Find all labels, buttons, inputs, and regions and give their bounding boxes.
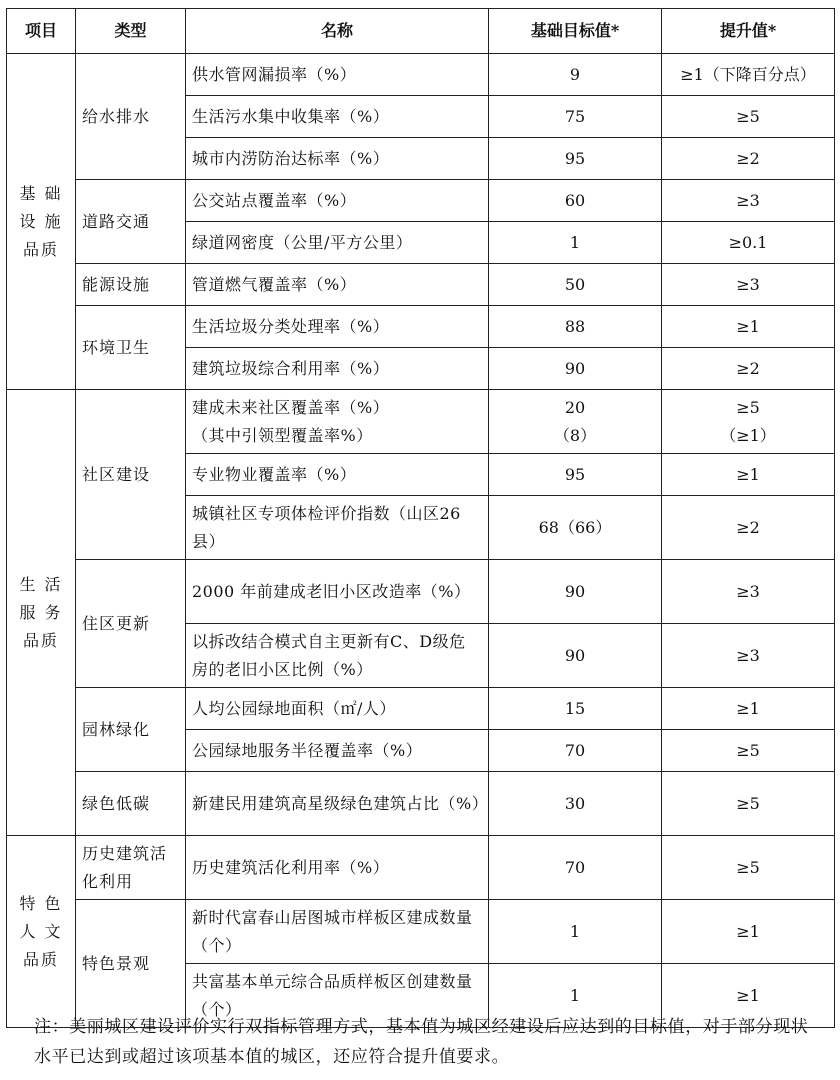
raise-value-cell: ≥2 xyxy=(662,138,835,180)
table-row xyxy=(7,688,835,730)
base-value-cell: 75 xyxy=(489,96,662,138)
base-value-cell: 95 xyxy=(489,138,662,180)
table-header-row xyxy=(7,9,835,54)
base-value-cell: 9 xyxy=(489,54,662,96)
table-row xyxy=(7,836,835,900)
table-body xyxy=(7,54,835,1028)
table-row xyxy=(7,900,835,964)
name-cell: 生活垃圾分类处理率（%） xyxy=(186,306,489,348)
type-cell: 环境卫生 xyxy=(76,306,186,390)
name-cell: 2000 年前建成老旧小区改造率（%） xyxy=(186,560,489,624)
table-row xyxy=(7,180,835,222)
table-row xyxy=(7,264,835,306)
type-cell: 住区更新 xyxy=(76,560,186,688)
table-row xyxy=(7,306,835,348)
type-cell: 社区建设 xyxy=(76,390,186,560)
footnote: 注：美丽城区建设评价实行双指标管理方式，基本值为城区经建设后应达到的目标值，对于部分现状水平已达到或超过该项基本值的城区，还应符合提升值要求。 xyxy=(34,1017,809,1067)
header-raise-value: 提升值* xyxy=(662,9,835,54)
header-name: 名称 xyxy=(186,9,489,54)
base-value-cell: 60 xyxy=(489,180,662,222)
raise-value-cell: ≥5 xyxy=(662,836,835,900)
table-row xyxy=(7,772,835,836)
name-cell: 供水管网漏损率（%） xyxy=(186,54,489,96)
base-value-cell: 1 xyxy=(489,900,662,964)
type-cell: 绿色低碳 xyxy=(76,772,186,836)
name-cell: 建筑垃圾综合利用率（%） xyxy=(186,348,489,390)
table-row xyxy=(7,390,835,454)
raise-value-cell: ≥1 xyxy=(662,688,835,730)
base-value-cell: 68（66） xyxy=(489,496,662,560)
raise-value-cell: ≥0.1 xyxy=(662,222,835,264)
base-value-cell: 88 xyxy=(489,306,662,348)
base-value-cell: 70 xyxy=(489,836,662,900)
raise-value-cell: ≥5 （≥1） xyxy=(662,390,835,454)
raise-value-cell: ≥1 xyxy=(662,900,835,964)
base-value-cell: 90 xyxy=(489,348,662,390)
name-cell: 新时代富春山居图城市样板区建成数量（个） xyxy=(186,900,489,964)
type-cell: 道路交通 xyxy=(76,180,186,264)
name-cell: 专业物业覆盖率（%） xyxy=(186,454,489,496)
type-cell: 能源设施 xyxy=(76,264,186,306)
type-cell: 园林绿化 xyxy=(76,688,186,772)
raise-value-cell: ≥3 xyxy=(662,624,835,688)
base-value-cell: 70 xyxy=(489,730,662,772)
raise-value-cell: ≥1（下降百分点） xyxy=(662,54,835,96)
name-cell: 新建民用建筑高星级绿色建筑占比（%） xyxy=(186,772,489,836)
project-cell: 基 础 设 施 品质 xyxy=(7,54,76,390)
base-value-cell: 20 （8） xyxy=(489,390,662,454)
raise-value-cell: ≥3 xyxy=(662,264,835,306)
name-cell: 历史建筑活化利用率（%） xyxy=(186,836,489,900)
base-value-cell: 50 xyxy=(489,264,662,306)
name-cell: 管道燃气覆盖率（%） xyxy=(186,264,489,306)
indicator-table xyxy=(6,8,835,1028)
raise-value-cell: ≥5 xyxy=(662,96,835,138)
raise-value-cell: ≥1 xyxy=(662,964,835,1028)
table-row xyxy=(7,54,835,96)
name-cell: 以拆改结合模式自主更新有C、D级危房的老旧小区比例（%） xyxy=(186,624,489,688)
raise-value-cell: ≥2 xyxy=(662,496,835,560)
header-type: 类型 xyxy=(76,9,186,54)
base-value-cell: 1 xyxy=(489,222,662,264)
header-base-value: 基础目标值* xyxy=(489,9,662,54)
name-cell: 城市内涝防治达标率（%） xyxy=(186,138,489,180)
type-cell: 给水排水 xyxy=(76,54,186,180)
raise-value-cell: ≥1 xyxy=(662,454,835,496)
raise-value-cell: ≥5 xyxy=(662,730,835,772)
raise-value-cell: ≥3 xyxy=(662,560,835,624)
name-cell: 绿道网密度（公里/平方公里） xyxy=(186,222,489,264)
name-cell: 生活污水集中收集率（%） xyxy=(186,96,489,138)
name-cell: 城镇社区专项体检评价指数（山区26县） xyxy=(186,496,489,560)
base-value-cell: 15 xyxy=(489,688,662,730)
base-value-cell: 1 xyxy=(489,964,662,1028)
base-value-cell: 90 xyxy=(489,624,662,688)
name-cell: 公园绿地服务半径覆盖率（%） xyxy=(186,730,489,772)
name-cell: 人均公园绿地面积（㎡/人） xyxy=(186,688,489,730)
base-value-cell: 90 xyxy=(489,560,662,624)
raise-value-cell: ≥2 xyxy=(662,348,835,390)
project-cell: 特 色 人 文 品质 xyxy=(7,836,76,1028)
base-value-cell: 95 xyxy=(489,454,662,496)
raise-value-cell: ≥1 xyxy=(662,306,835,348)
header-project: 项目 xyxy=(7,9,76,54)
base-value-cell: 30 xyxy=(489,772,662,836)
table-row xyxy=(7,560,835,624)
project-cell: 生 活 服 务 品质 xyxy=(7,390,76,836)
name-cell: 公交站点覆盖率（%） xyxy=(186,180,489,222)
type-cell: 历史建筑活化利用 xyxy=(76,836,186,900)
type-cell: 特色景观 xyxy=(76,900,186,1028)
name-cell: 共富基本单元综合品质样板区创建数量（个） xyxy=(186,964,489,1028)
raise-value-cell: ≥3 xyxy=(662,180,835,222)
name-cell: 建成未来社区覆盖率（%） （其中引领型覆盖率%） xyxy=(186,390,489,454)
raise-value-cell: ≥5 xyxy=(662,772,835,836)
